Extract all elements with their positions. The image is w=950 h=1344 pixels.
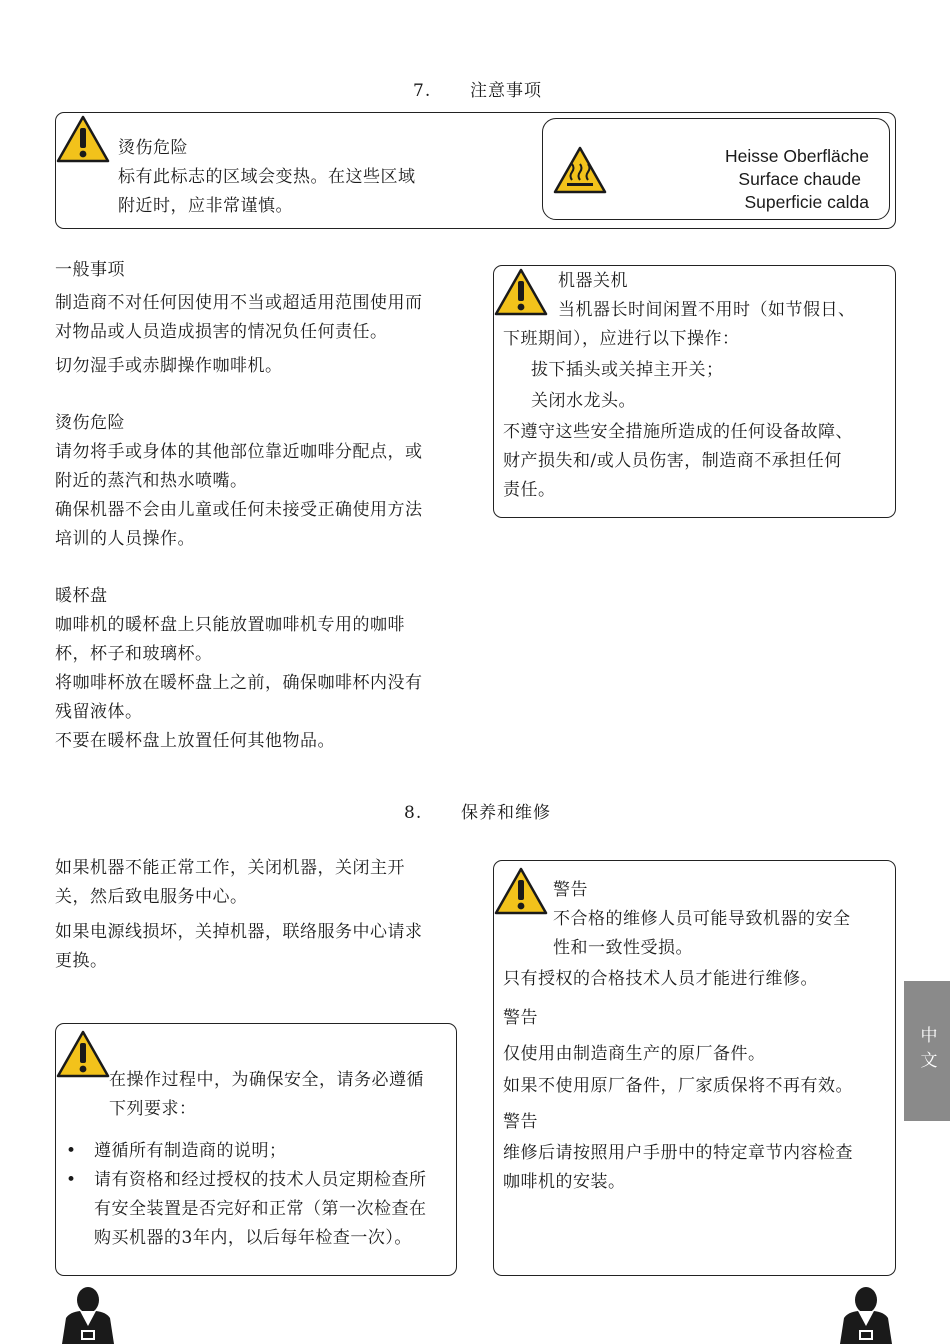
hot-surface-icon <box>553 146 607 194</box>
shutdown-footer: 责任。 <box>503 480 556 500</box>
burn-box-line: 标有此标志的区域会变热。在这些区域 <box>118 167 416 187</box>
warning-text: 仅使用由制造商生产的原厂备件。 <box>503 1044 766 1064</box>
section-title: 保养和维修 <box>461 803 552 823</box>
warning-title: 警告 <box>503 1112 538 1132</box>
label-line-fr: Surface chaude <box>738 169 861 189</box>
warning-icon <box>494 867 548 915</box>
cupwarmer-section <box>55 582 423 756</box>
warning-title: 警告 <box>553 880 588 900</box>
shutdown-line: 下班期间），应进行以下操作： <box>503 329 740 349</box>
cupwarmer-text: 咖啡机的暖杯盘上只能放置咖啡机专用的咖啡 <box>55 615 405 635</box>
warning-title: 警告 <box>503 1008 538 1028</box>
section-7-heading <box>413 76 542 101</box>
maintenance-warning-box <box>493 860 896 1276</box>
warning-text: 不合格的维修人员可能导致机器的安全 <box>553 909 851 929</box>
maintenance-line: 如果机器不能正常工作，关闭机器，关闭主开 <box>55 858 405 878</box>
burn-text: 确保机器不会由儿童或任何未接受正确使用方法 <box>55 500 423 520</box>
maintenance-line: 如果电源线损坏，关掉机器，联络服务中心请求 <box>55 922 423 942</box>
shutdown-footer: 财产损失和/或人员伤害，制造商不承担任何 <box>503 451 842 471</box>
language-tab[interactable] <box>904 981 950 1121</box>
technician-icon <box>836 1286 896 1344</box>
shutdown-title: 机器关机 <box>558 271 628 291</box>
cupwarmer-text: 残留液体。 <box>55 702 143 722</box>
warning-text: 性和一致性受损。 <box>553 938 693 958</box>
burn-hazard-box <box>55 112 896 229</box>
burn-box-line: 附近时，应非常谨慎。 <box>118 196 293 216</box>
section-number: 7. <box>413 81 432 101</box>
language-tab-label: 中文 <box>916 1026 937 1076</box>
hot-surface-label <box>542 118 890 220</box>
shutdown-line: 当机器长时间闲置不用时（如节假日、 <box>558 300 856 320</box>
general-text: 制造商不对任何因使用不当或超适用范围使用而 <box>55 293 423 313</box>
burn-title: 烫伤危险 <box>55 413 125 433</box>
warning-text: 维修后请按照用户手册中的特定章节内容检查 <box>503 1143 853 1163</box>
safety-bullet: • 请有资格和经过授权的技术人员定期检查所 有安全装置是否完好和正常（第一次检查在 购买机器的3年内，以后每年检查一次）。 <box>56 1166 456 1253</box>
warning-icon <box>56 1030 110 1078</box>
burn-section <box>55 409 423 554</box>
maintenance-line: 更换。 <box>55 951 108 971</box>
cupwarmer-title: 暖杯盘 <box>55 586 108 606</box>
label-line-it: Superficie calda <box>744 192 869 212</box>
safety-line: 在操作过程中，为确保安全，请务必遵循 <box>109 1070 424 1090</box>
general-text: 对物品或人员造成损害的情况负任何责任。 <box>55 322 388 342</box>
shutdown-step: 拔下插头或关掉主开关； <box>531 360 724 380</box>
general-title: 一般事项 <box>55 260 125 280</box>
warning-text: 咖啡机的安装。 <box>503 1172 626 1192</box>
section-title: 注意事项 <box>470 81 543 101</box>
shutdown-step: 关闭水龙头。 <box>531 391 636 411</box>
shutdown-box <box>493 265 896 518</box>
section-number: 8. <box>404 803 423 823</box>
warning-icon <box>56 115 110 163</box>
cupwarmer-text: 将咖啡杯放在暖杯盘上之前，确保咖啡杯内没有 <box>55 673 423 693</box>
burn-text: 附近的蒸汽和热水喷嘴。 <box>55 471 248 491</box>
cupwarmer-text: 不要在暖杯盘上放置任何其他物品。 <box>55 731 335 751</box>
burn-box-title: 烫伤危险 <box>118 138 188 158</box>
maintenance-text <box>55 854 423 976</box>
warning-text: 只有授权的合格技术人员才能进行维修。 <box>503 969 818 989</box>
general-section <box>55 256 423 381</box>
cupwarmer-text: 杯，杯子和玻璃杯。 <box>55 644 213 664</box>
general-text: 切勿湿手或赤脚操作咖啡机。 <box>55 356 283 376</box>
shutdown-footer: 不遵守这些安全措施所造成的任何设备故障、 <box>503 422 853 442</box>
label-line-de: Heisse Oberfläche <box>725 146 869 166</box>
maintenance-line: 关，然后致电服务中心。 <box>55 887 248 907</box>
burn-text: 请勿将手或身体的其他部位靠近咖啡分配点，或 <box>55 442 423 462</box>
section-8-heading <box>404 798 551 823</box>
technician-icon <box>58 1286 118 1344</box>
warning-icon <box>494 268 548 316</box>
safety-requirements-box <box>55 1023 457 1276</box>
burn-text: 培训的人员操作。 <box>55 529 195 549</box>
safety-line: 下列要求： <box>109 1099 197 1119</box>
safety-bullet: • 遵循所有制造商的说明； <box>56 1137 456 1166</box>
warning-text: 如果不使用原厂备件，厂家质保将不再有效。 <box>503 1076 853 1096</box>
